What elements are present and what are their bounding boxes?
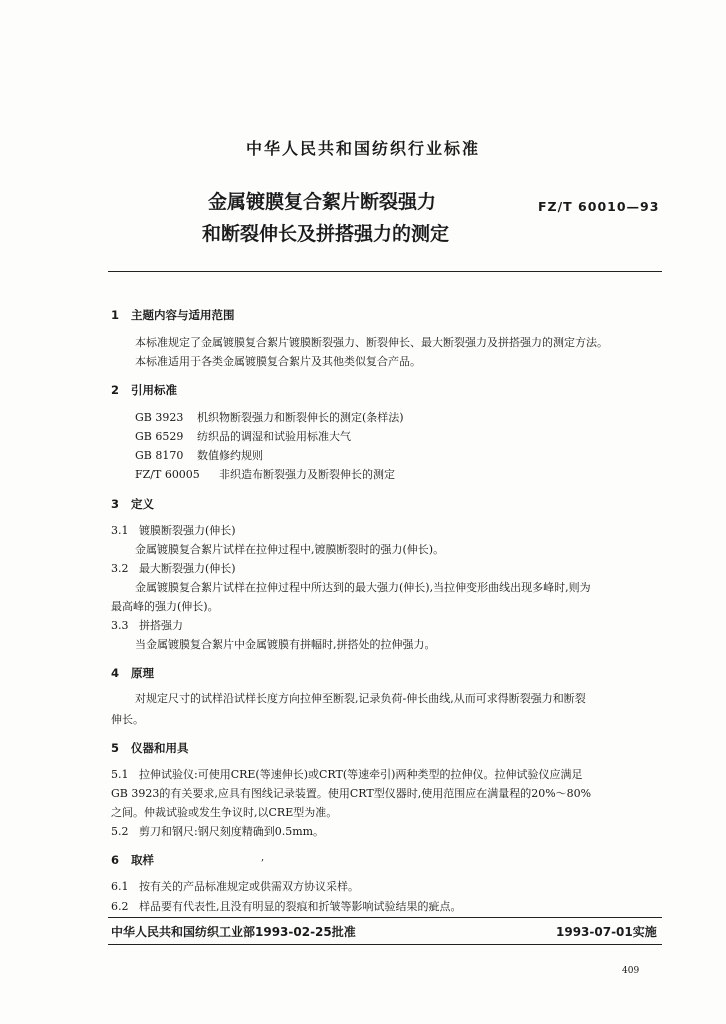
standard-number: FZ/T 60010—93 bbox=[538, 199, 660, 214]
section-1-paragraph-2: 本标准适用于各类金属镀膜复合絮片及其他类似复合产品。 bbox=[135, 355, 421, 368]
issuing-organization: 中华人民共和国纺织行业标准 bbox=[245, 139, 480, 158]
definition-3-1-term bbox=[111, 522, 236, 538]
definition-number: 3.1 bbox=[111, 524, 129, 537]
stray-mark: , bbox=[261, 852, 265, 863]
section-number: 5 bbox=[111, 741, 120, 755]
reference-item bbox=[135, 409, 404, 425]
reference-code: GB 8170 bbox=[135, 449, 184, 462]
definition-number: 3.3 bbox=[111, 619, 129, 632]
definition-term: 拼搭强力 bbox=[139, 619, 183, 632]
footer-bottom-divider bbox=[108, 944, 662, 945]
document-title-line-2: 和断裂伸长及拼搭强力的测定 bbox=[202, 223, 450, 245]
definition-3-2-term bbox=[111, 560, 236, 576]
document-title-line-1: 金属镀膜复合絮片断裂强力 bbox=[208, 191, 437, 213]
section-number: 3 bbox=[111, 497, 120, 511]
section-4-text-line-2: 伸长。 bbox=[111, 713, 144, 726]
reference-code: GB 6529 bbox=[135, 430, 184, 443]
reference-code: GB 3923 bbox=[135, 411, 184, 424]
definition-3-3-text: 当金属镀膜复合絮片中金属镀膜有拼幅时,拼搭处的拉伸强力。 bbox=[135, 638, 436, 651]
reference-code: FZ/T 60005 bbox=[135, 468, 200, 481]
definition-3-2-text-line-1: 金属镀膜复合絮片试样在拉伸过程中所达到的最大强力(伸长),当拉伸变形曲线出现多峰时,则为 bbox=[135, 581, 591, 594]
reference-item bbox=[135, 466, 395, 482]
section-3-heading bbox=[111, 496, 154, 512]
reference-title: 纺织品的调湿和试验用标准大气 bbox=[197, 430, 351, 443]
reference-title: 非织造布断裂强力及断裂伸长的测定 bbox=[219, 468, 395, 481]
definition-term: 镀膜断裂强力(伸长) bbox=[139, 524, 236, 537]
approval-info: 中华人民共和国纺织工业部1993-02-25批准 bbox=[111, 925, 356, 939]
section-number: 4 bbox=[111, 666, 120, 680]
section-4-text-line-1: 对规定尺寸的试样沿试样长度方向拉伸至断裂,记录负荷-伸长曲线,从而可求得断裂强力和断裂 bbox=[135, 692, 586, 705]
item-5-1-line-2: GB 3923的有关要求,应具有图线记录装置。使用CRT型仪器时,使用范围应在满量程的20%～80% bbox=[111, 787, 592, 800]
section-5-heading bbox=[111, 740, 189, 756]
item-5-1-line-3: 之间。仲裁试验或发生争议时,以CRE型为准。 bbox=[111, 806, 338, 819]
section-title: 仪器和用具 bbox=[131, 741, 189, 755]
item-text: 样品要有代表性,且没有明显的裂痕和折皱等影响试验结果的疵点。 bbox=[139, 900, 462, 913]
reference-item bbox=[135, 428, 351, 444]
item-5-2 bbox=[111, 823, 324, 839]
item-5-1-line-1 bbox=[111, 766, 582, 782]
definition-number: 3.2 bbox=[111, 562, 129, 575]
item-number: 5.1 bbox=[111, 768, 129, 781]
section-number: 2 bbox=[111, 383, 120, 397]
section-4-heading bbox=[111, 665, 154, 681]
effective-date: 1993-07-01实施 bbox=[556, 925, 657, 939]
header-divider bbox=[108, 271, 662, 272]
item-text: 按有关的产品标准规定或供需双方协议采样。 bbox=[139, 880, 359, 893]
section-number: 1 bbox=[111, 308, 120, 322]
section-title: 定义 bbox=[131, 497, 154, 511]
definition-3-3-term bbox=[111, 617, 183, 633]
page-number: 409 bbox=[622, 966, 640, 976]
section-2-heading bbox=[111, 382, 177, 398]
section-title: 主题内容与适用范围 bbox=[131, 308, 235, 322]
section-title: 原理 bbox=[131, 666, 154, 680]
reference-title: 机织物断裂强力和断裂伸长的测定(条样法) bbox=[197, 411, 404, 424]
item-6-1 bbox=[111, 878, 359, 894]
item-number: 6.1 bbox=[111, 880, 129, 893]
definition-term: 最大断裂强力(伸长) bbox=[139, 562, 236, 575]
section-title: 取样 bbox=[131, 853, 154, 867]
item-text: 拉伸试验仪:可使用CRE(等速伸长)或CRT(等速牵引)两种类型的拉伸仪。拉伸试验仪应满足 bbox=[139, 768, 583, 781]
definition-3-1-text: 金属镀膜复合絮片试样在拉伸过程中,镀膜断裂时的强力(伸长)。 bbox=[135, 543, 445, 556]
section-1-heading bbox=[111, 307, 235, 323]
item-6-2 bbox=[111, 898, 462, 914]
reference-title: 数值修约规则 bbox=[197, 449, 263, 462]
definition-3-2-text-line-2: 最高峰的强力(伸长)。 bbox=[111, 600, 219, 613]
section-number: 6 bbox=[111, 853, 120, 867]
section-1-paragraph-1: 本标准规定了金属镀膜复合絮片镀膜断裂强力、断裂伸长、最大断裂强力及拼搭强力的测定方法。 bbox=[135, 336, 608, 349]
reference-item bbox=[135, 447, 263, 463]
item-text: 剪刀和钢尺:钢尺刻度精确到0.5mm。 bbox=[139, 825, 325, 838]
section-6-heading bbox=[111, 852, 154, 868]
item-number: 5.2 bbox=[111, 825, 129, 838]
item-number: 6.2 bbox=[111, 900, 129, 913]
section-title: 引用标准 bbox=[131, 383, 177, 397]
footer-divider bbox=[108, 917, 662, 918]
